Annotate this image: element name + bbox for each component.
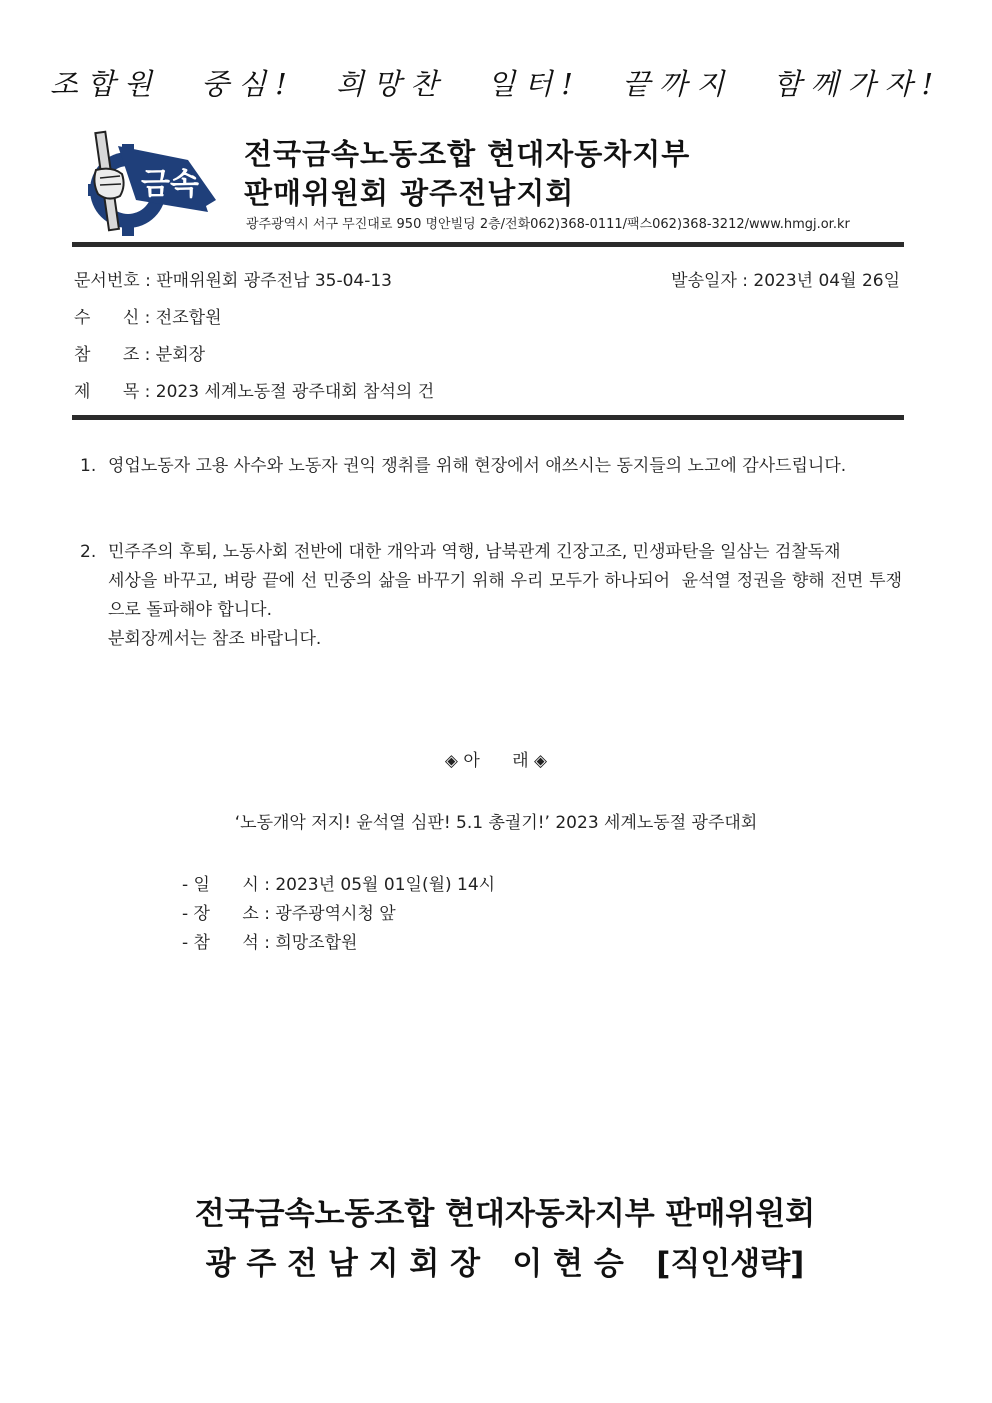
item-number: 2. [80, 542, 97, 562]
org-address: 광주광역시 서구 무진대로 950 명안빌딩 2층/전화062)368-0111/팩스062)368-3212/www.hmgj.or.kr [246, 217, 850, 232]
org-name-line1: 전국금속노동조합 현대자동차지부 [244, 137, 691, 171]
event-date: - 일 시 : 2023년 05월 01일(월) 14시 [182, 875, 496, 895]
event-attendance: - 참 석 : 희망조합원 [182, 933, 358, 953]
item-text: 영업노동자 고용 사수와 노동자 권익 쟁취를 위해 현장에서 애쓰시는 동지들의 노고에 감사드립니다. [108, 456, 847, 476]
item-text: 분회장께서는 참조 바랍니다. [108, 629, 322, 649]
recipient: 수 신 : 전조합원 [74, 308, 222, 328]
event-place: - 장 소 : 광주광역시청 앞 [182, 904, 396, 924]
event-title: ‘노동개악 저지! 윤석열 심판! 5.1 총궐기!’ 2023 세계노동절 광주대회 [234, 813, 758, 833]
union-logo [88, 130, 224, 240]
subject: 제 목 : 2023 세계노동절 광주대회 참석의 건 [74, 382, 435, 402]
item-text: 민주주의 후퇴, 노동사회 전반에 대한 개악과 역행, 남북관계 긴장고조, 민생파탄을 일삼는 검찰독재 [108, 542, 841, 562]
body-item-1 [80, 452, 902, 481]
item-text: 세상을 바꾸고, 벼랑 끝에 선 민중의 삶을 바꾸기 위해 우리 모두가 하나되어 윤석열 정권을 향해 전면 투쟁으로 돌파해야 합니다. [108, 571, 902, 620]
signature-org: 전국금속노동조합 현대자동차지부 판매위원회 [194, 1196, 816, 1232]
body-item-2 [80, 538, 902, 654]
meta-divider [72, 415, 904, 420]
doc-number: 문서번호 : 판매위원회 광주전남 35-04-13 [74, 271, 392, 291]
send-date: 발송일자 : 2023년 04월 26일 [671, 271, 900, 291]
header-slogan: 조합원 중심! 희망찬 일터! 끝까지 함께가자! [49, 67, 943, 101]
reference: 참 조 : 분회장 [74, 345, 206, 365]
logo-text: 금속 [141, 167, 199, 202]
org-name-line2: 판매위원회 광주전남지회 [244, 176, 575, 210]
signature-name: 광 주 전 남 지 회 장 이 현 승 [직인생략] [205, 1246, 805, 1282]
item-number: 1. [80, 456, 97, 476]
notice-heading: ◈ 아 래 ◈ [444, 751, 548, 771]
header-divider [72, 242, 904, 247]
